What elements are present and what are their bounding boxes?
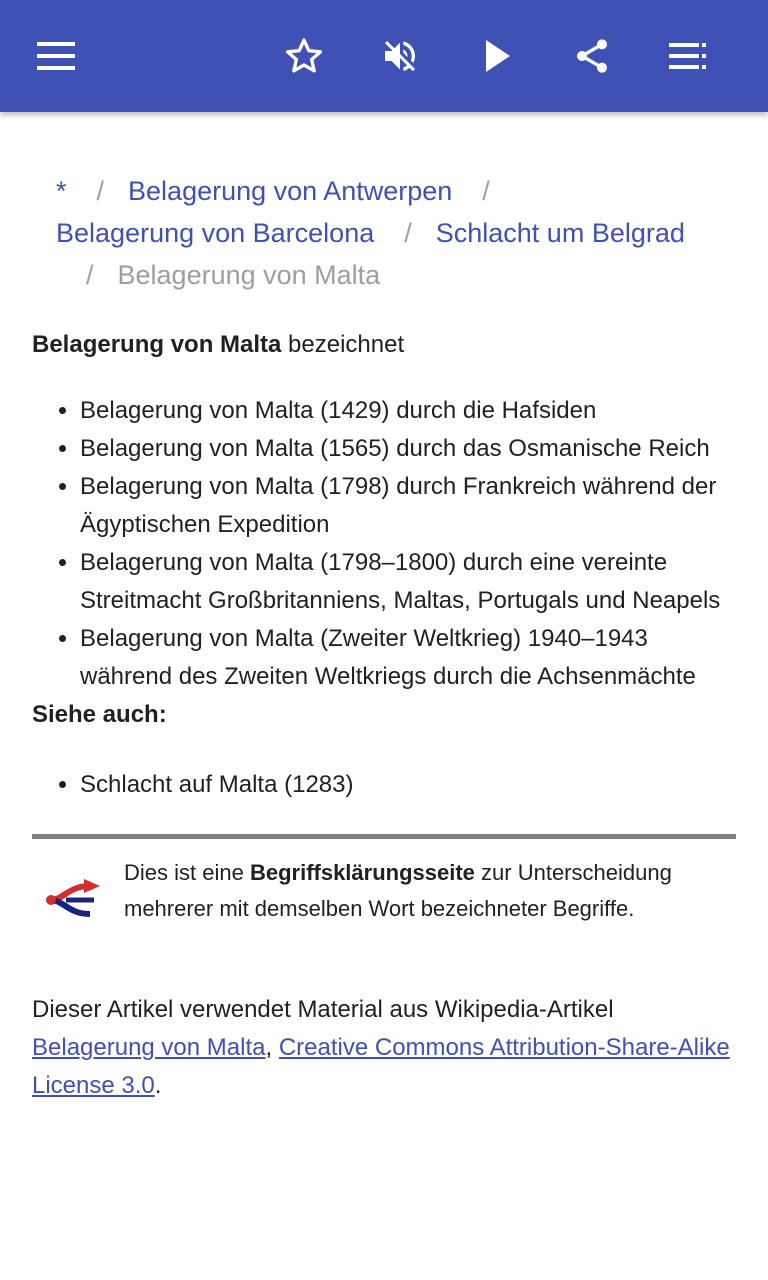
license-paragraph	[32, 991, 736, 1105]
breadcrumb-current: Belagerung von Malta	[117, 260, 381, 290]
breadcrumb-item-belgrad[interactable]: Schlacht um Belgrad	[435, 218, 685, 248]
contents-button[interactable]	[660, 28, 716, 84]
list-item: • Belagerung von Malta (1565) durch das Osmanische Reich	[80, 430, 736, 468]
intro-title: Belagerung von Malta	[32, 331, 282, 358]
list-item: • Belagerung von Malta (1798–1800) durch eine vereinte Streitmacht Großbritanniens, Maltas, Portugals und Neapels	[80, 544, 736, 620]
list-item: • Belagerung von Malta (Zweiter Weltkrieg) 1940–1943 während des Zweiten Weltkriegs durch die Achsenmächte	[80, 620, 736, 696]
disambiguation-box	[32, 834, 736, 935]
breadcrumb-separator: /	[86, 260, 94, 290]
share-button[interactable]	[564, 28, 620, 84]
menu-button[interactable]	[28, 28, 84, 84]
disambiguation-icon-wrapper	[32, 865, 124, 935]
table-of-contents-icon	[669, 43, 707, 69]
meaning-list	[32, 392, 736, 696]
license-text: Dieser Artikel verwendet Material aus Wikipedia-Artikel	[32, 996, 614, 1023]
list-item: • Belagerung von Malta (1429) durch die Hafsiden	[80, 392, 736, 430]
breadcrumb	[32, 170, 736, 296]
list-item: • Schlacht auf Malta (1283)	[80, 766, 736, 804]
license-comma: ,	[265, 1034, 279, 1061]
breadcrumb-separator: /	[96, 176, 105, 206]
license-period: .	[154, 1072, 162, 1099]
breadcrumb-item-barcelona[interactable]: Belagerung von Barcelona	[56, 218, 375, 248]
disambiguation-text	[124, 855, 736, 927]
favorite-button[interactable]	[276, 28, 332, 84]
disambiguation-arrow-icon	[46, 878, 104, 922]
breadcrumb-separator: /	[404, 218, 412, 248]
see-also-heading: Siehe auch:	[32, 701, 167, 728]
play-icon	[484, 40, 512, 72]
star-outline-icon	[284, 36, 324, 76]
license-link[interactable]: Creative Commons Attribution-Share-Alike License 3.0	[32, 1034, 730, 1099]
volume-off-icon	[380, 36, 420, 76]
disambiguation-text-bold: Begriffsklärungsseite	[249, 860, 475, 885]
see-also-list	[32, 766, 736, 804]
app-bar	[0, 0, 768, 112]
hamburger-menu-icon	[37, 42, 75, 70]
share-icon	[572, 36, 612, 76]
disambiguation-text-before: Dies ist eine	[124, 860, 250, 885]
breadcrumb-item-antwerpen[interactable]: Belagerung von Antwerpen	[128, 176, 453, 206]
list-item: • Belagerung von Malta (1798) durch Frankreich während der Ägyptischen Expedition	[80, 468, 736, 544]
disambiguation-text-after: zur Unterscheidung mehrerer mit demselben Wort bezeichneter Begriffe.	[124, 860, 672, 921]
intro-rest: bezeichnet	[281, 331, 405, 358]
play-button[interactable]	[470, 28, 526, 84]
breadcrumb-separator: /	[482, 176, 490, 206]
article-content	[32, 170, 736, 1105]
intro-paragraph	[32, 326, 736, 364]
breadcrumb-home[interactable]: *	[56, 176, 67, 206]
mute-button[interactable]	[372, 28, 428, 84]
source-article-link[interactable]: Belagerung von Malta	[32, 1034, 266, 1061]
